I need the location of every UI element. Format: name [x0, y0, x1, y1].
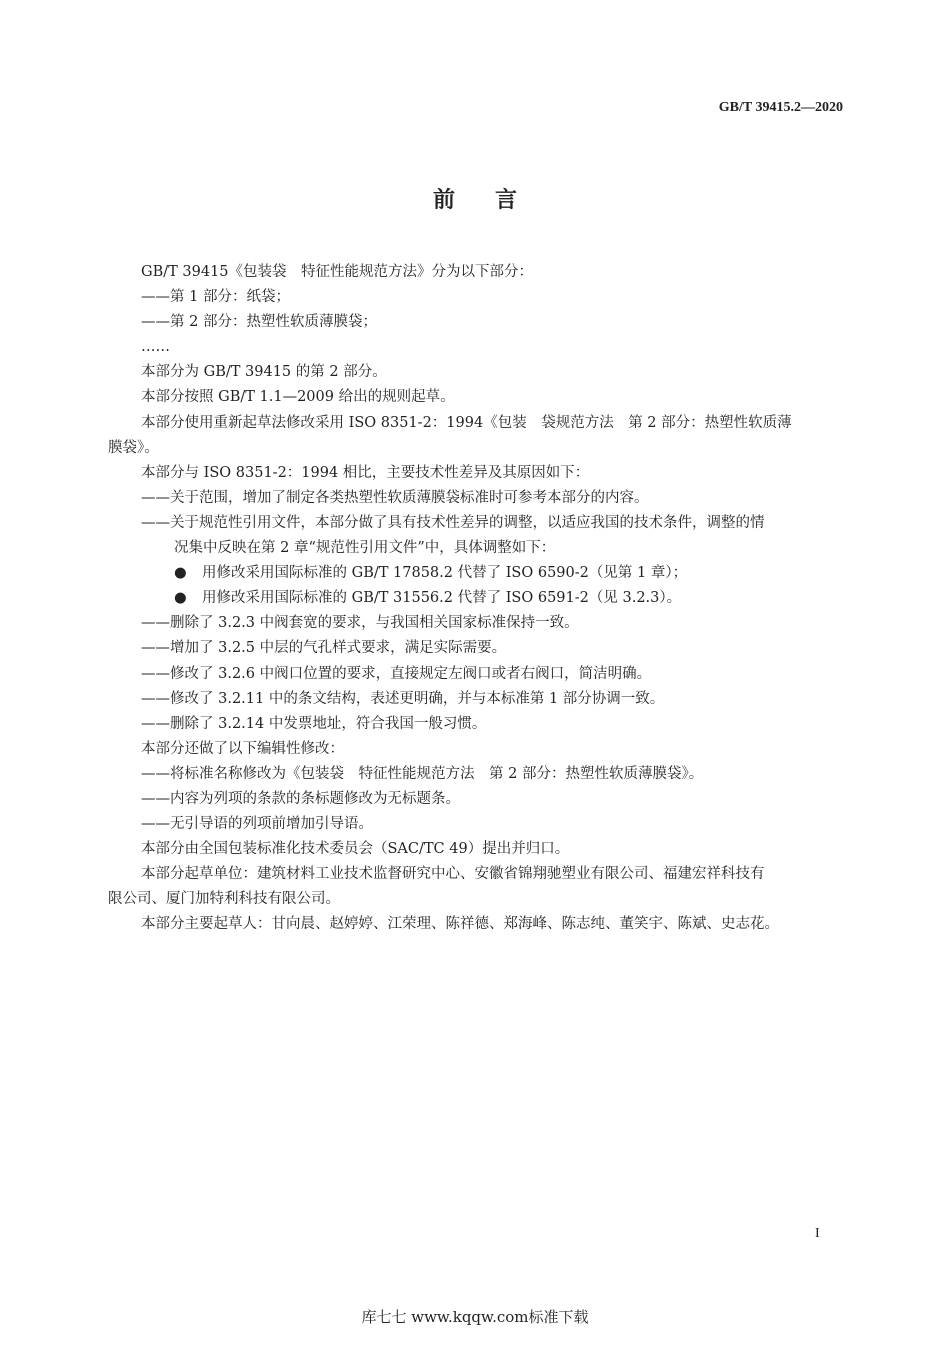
paragraph-line: 膜袋》。 — [108, 439, 159, 456]
list-item: ——内容为列项的条款的条标题修改为无标题条。 — [141, 790, 460, 807]
paragraph-line: 限公司、厦门加特利科技有限公司。 — [108, 891, 340, 908]
list-item: ——修改了 3.2.6 中阀口位置的要求，直接规定左阀口或者右阀口，简洁明确。 — [141, 665, 652, 682]
paragraph-line: 本部分主要起草人：甘向晨、赵婷婷、江荣理、陈祥德、郑海峰、陈志纯、董笑宇、陈斌、史志花。 — [141, 916, 779, 933]
document-body — [108, 260, 848, 938]
paragraph-line: 本部分起草单位：建筑材料工业技术监督研究中心、安徽省锦翔驰塑业有限公司、福建宏祥科技有 — [141, 866, 765, 883]
list-item: ——关于范围，增加了制定各类热塑性软质薄膜袋标准时可参考本部分的内容。 — [141, 489, 649, 506]
list-item: ——第 1 部分：纸袋； — [141, 289, 290, 306]
paragraph-line: 本部分由全国包装标准化技术委员会（SAC/TC 49）提出并归口。 — [141, 841, 570, 858]
standard-number: GB/T 39415.2—2020 — [718, 100, 843, 115]
footer-watermark: 库七七 www.kqqw.com标准下载 — [361, 1308, 589, 1326]
list-item: ——删除了 3.2.3 中阀套宽的要求，与我国相关国家标准保持一致。 — [141, 615, 579, 632]
page-number: I — [815, 1226, 820, 1241]
paragraph-line: 本部分按照 GB/T 1.1—2009 给出的规则起草。 — [141, 389, 455, 406]
ellipsis: …… — [141, 339, 170, 356]
paragraph-line: 本部分与 ISO 8351-2：1994 相比，主要技术性差异及其原因如下： — [141, 464, 590, 481]
paragraph-line: 本部分还做了以下编辑性修改： — [141, 740, 344, 757]
bullet-item — [108, 561, 848, 586]
page-title: 前言 — [432, 188, 557, 213]
bullet-item — [108, 586, 848, 611]
list-item-continuation: 况集中反映在第 2 章“规范性引用文件”中，具体调整如下： — [174, 540, 556, 557]
bullet-text: 用修改采用国际标准的 GB/T 31556.2 代替了 ISO 6591-2（见 3.2.3）。 — [202, 590, 682, 607]
bullet-text: 用修改采用国际标准的 GB/T 17858.2 代替了 ISO 6590-2（见第 1 章）； — [202, 565, 688, 582]
paragraph-line: GB/T 39415《包装袋 特征性能规范方法》分为以下部分： — [141, 264, 534, 280]
list-item: ——增加了 3.2.5 中层的气孔样式要求，满足实际需要。 — [141, 640, 507, 657]
bullet-icon: ● — [174, 565, 187, 582]
list-item: ——无引导语的列项前增加引导语。 — [141, 816, 373, 833]
list-item: ——关于规范性引用文件，本部分做了具有技术性差异的调整，以适应我国的技术条件，调整的情 — [141, 514, 765, 531]
list-item: ——修改了 3.2.11 中的条文结构，表述更明确，并与本标准第 1 部分协调一致。 — [141, 690, 665, 707]
list-item: ——将标准名称修改为《包装袋 特征性能规范方法 第 2 部分：热塑性软质薄膜袋》。 — [141, 765, 704, 782]
list-item: ——删除了 3.2.14 中发票地址，符合我国一般习惯。 — [141, 715, 487, 732]
bullet-icon: ● — [174, 590, 187, 607]
paragraph-line: 本部分使用重新起草法修改采用 ISO 8351-2：1994《包装 袋规范方法 第 2 部分：热塑性软质薄 — [141, 414, 792, 431]
paragraph-line: 本部分为 GB/T 39415 的第 2 部分。 — [141, 364, 387, 381]
list-item: ——第 2 部分：热塑性软质薄膜袋； — [141, 314, 377, 331]
